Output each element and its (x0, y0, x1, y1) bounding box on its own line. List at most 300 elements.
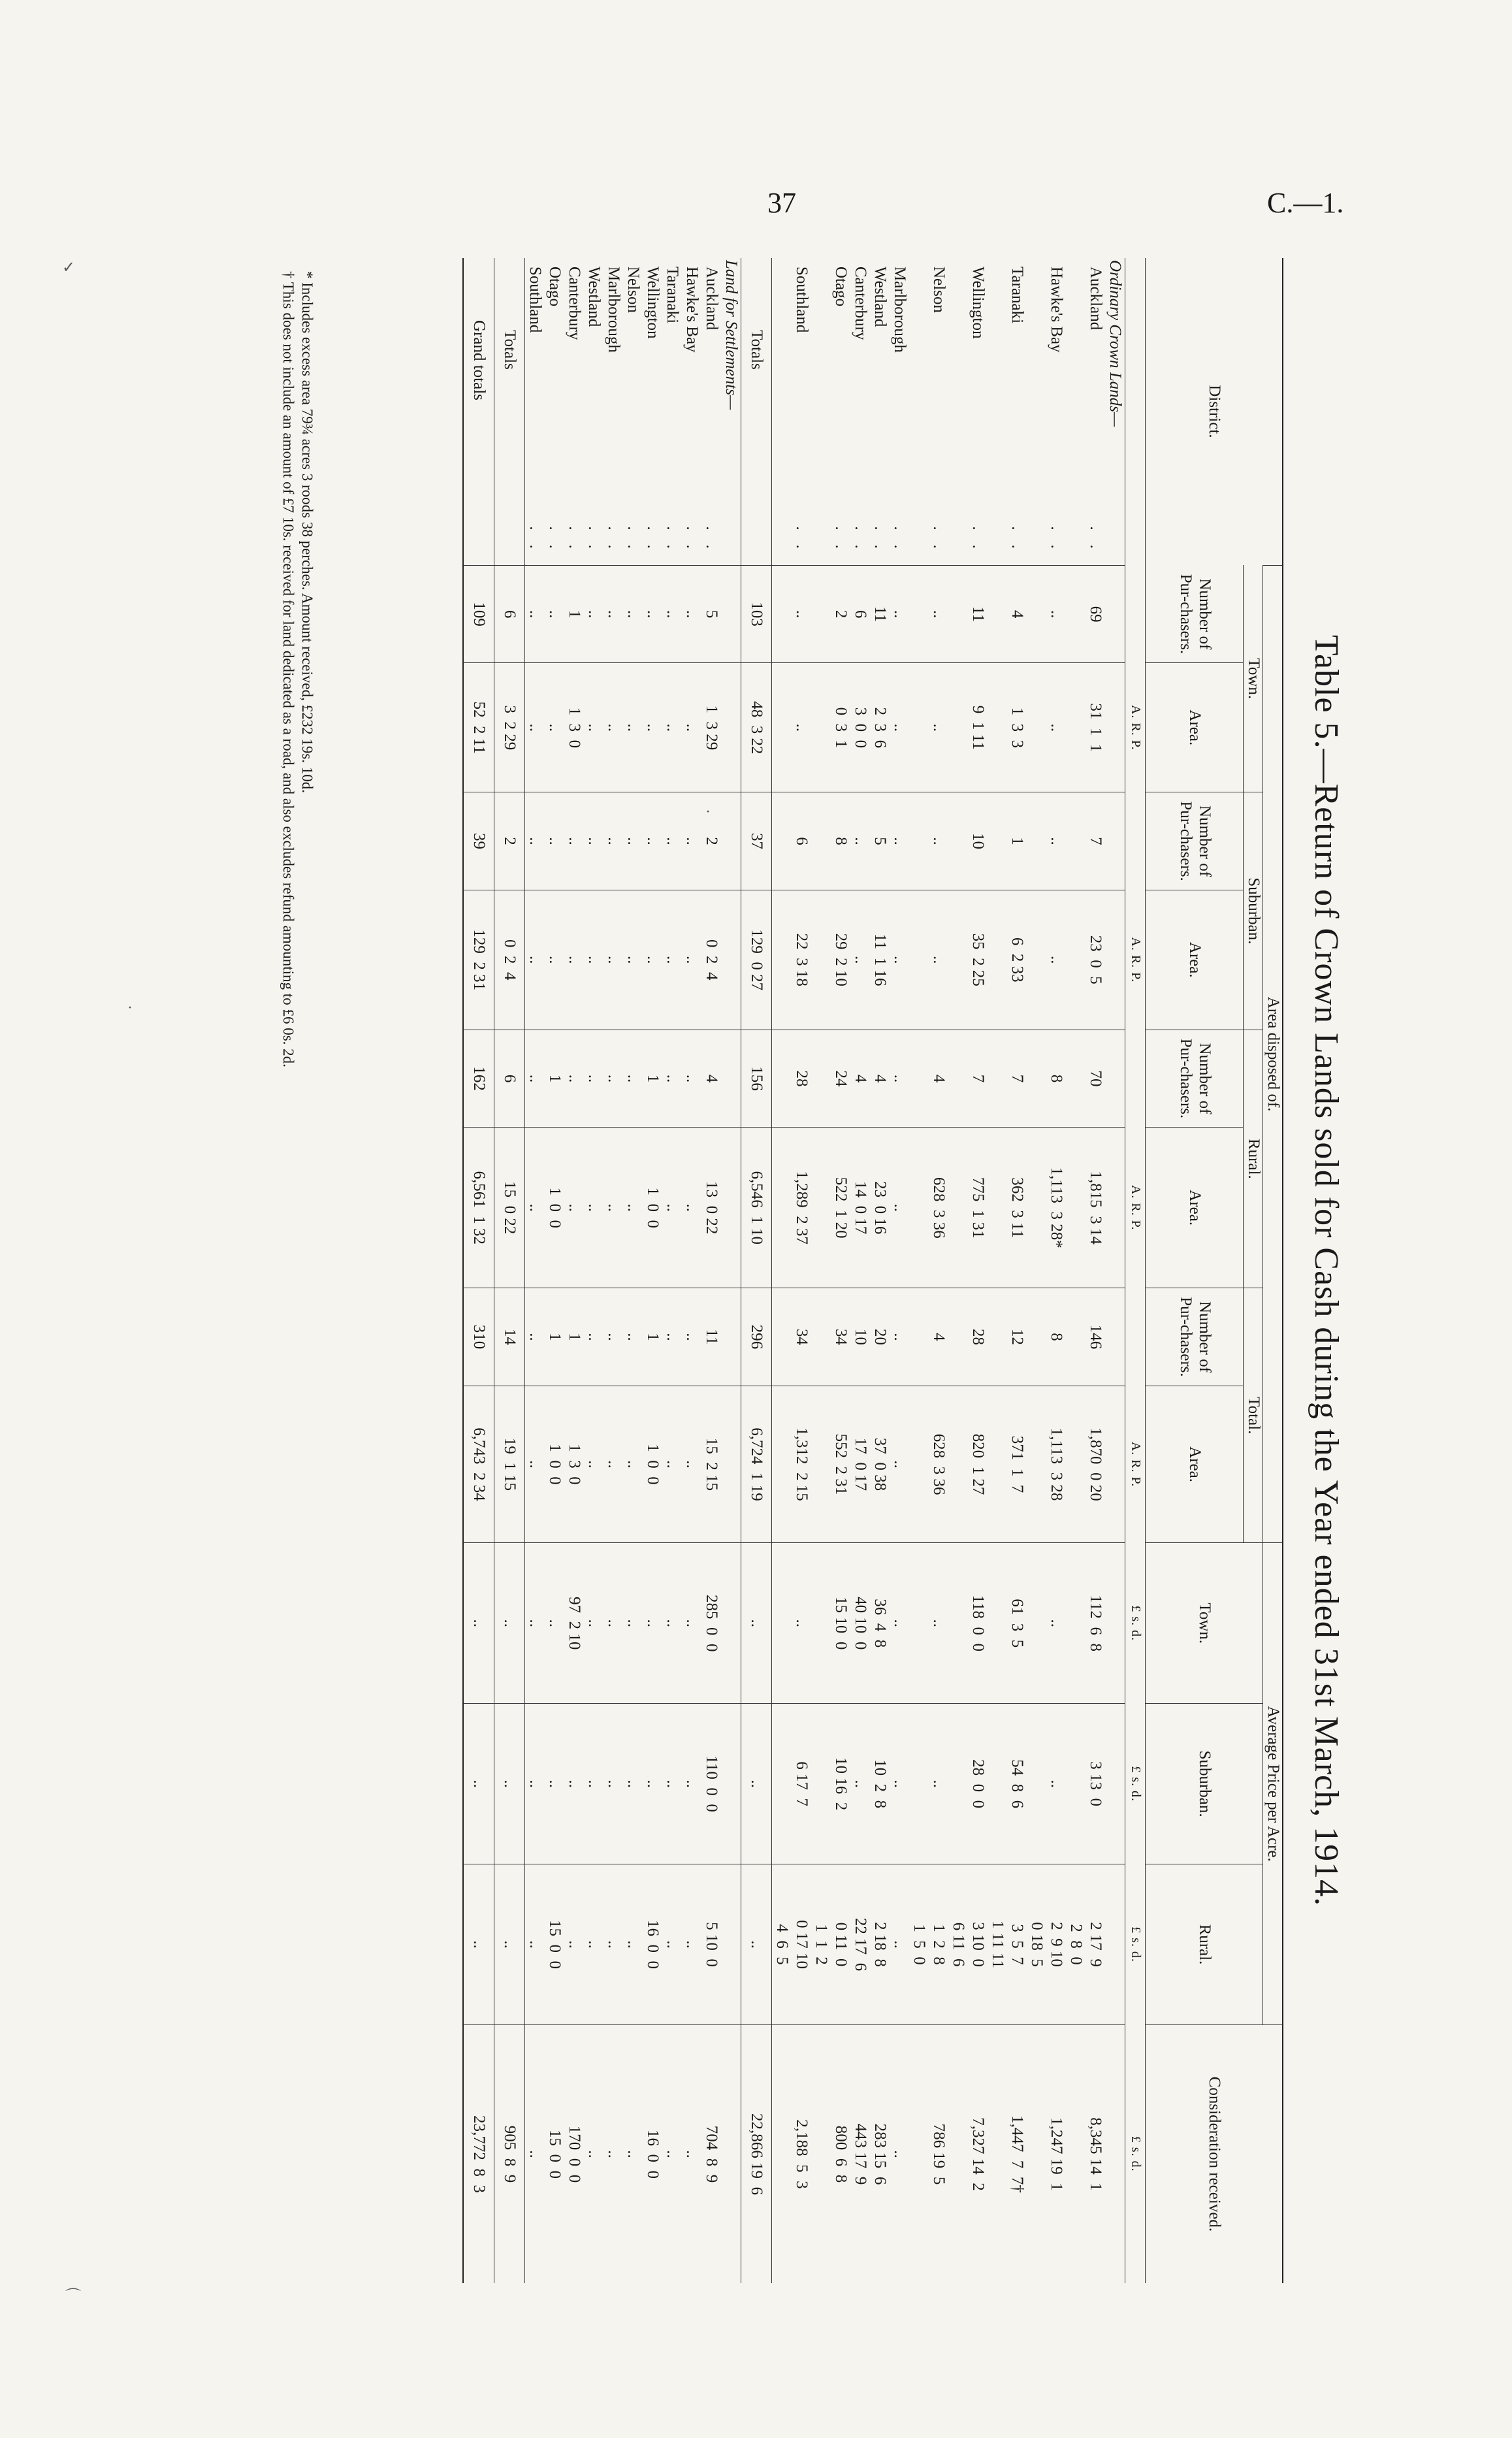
price-town-cell: .. (624, 1543, 643, 1704)
total-area-cell: 371 1 7 (988, 1386, 1027, 1543)
district-cell (871, 258, 890, 565)
town-purchasers-cell: .. (890, 565, 910, 663)
price-suburban-cell: 54 8 6 (988, 1704, 1027, 1864)
consideration-cell: 2,188 5 3 (772, 2024, 812, 2283)
section-label: Land for Settlements— (722, 260, 741, 410)
total-area-cell: 1,870 0 20 (1067, 1386, 1106, 1543)
district-cell (683, 258, 702, 565)
price-suburban-cell: .. (604, 1704, 624, 1864)
total-purchasers-cell: 296 (741, 1288, 772, 1386)
consideration-cell: 283 15 6 (871, 2024, 890, 2283)
table-row (1027, 258, 1067, 2283)
document-code: C.—1. (1267, 187, 1344, 219)
avg-price-header: Average Price per Acre. (1263, 1543, 1283, 2025)
table-row (871, 258, 890, 2283)
rural-purchasers-cell: 7 (988, 1030, 1027, 1128)
rural-area-cell: 14 0 17 (851, 1128, 871, 1288)
total-purchasers-cell: 10 (851, 1288, 871, 1386)
table-row (1067, 258, 1106, 2283)
total-header: Total. (1244, 1288, 1263, 1543)
rural-purchasers-cell: 1 (545, 1030, 565, 1128)
price-town-cell: 97 2 10 (565, 1543, 585, 1704)
town-purchasers-cell: 2 (812, 565, 851, 663)
scan-speck: ✓ (62, 259, 76, 276)
total-purchasers-cell: 34 (812, 1288, 851, 1386)
town-purchasers-cell: 11 (871, 565, 890, 663)
consideration-cell: 22,866 19 6 (741, 2024, 772, 2283)
price-town-cell: .. (910, 1543, 949, 1704)
suburban-area-cell: .. (565, 890, 585, 1030)
rural-purchasers-cell: 156 (741, 1030, 772, 1128)
price-town-cell: .. (663, 1543, 683, 1704)
suburban-area-cell: 22 3 18 (772, 890, 812, 1030)
rural-purchasers-cell: .. (683, 1030, 702, 1128)
price-suburban-cell: 3 13 0 (1067, 1704, 1106, 1864)
town-purchasers-cell: .. (585, 565, 604, 663)
suburban-area-cell: .. (910, 890, 949, 1030)
district-name: Marlborough (891, 267, 909, 353)
suburban-purchasers-cell: .. (851, 792, 871, 890)
price-rural-cell: .. (683, 1864, 702, 2025)
total-purchasers-cell: .. (683, 1288, 702, 1386)
price-rural-cell: .. (741, 1864, 772, 2025)
rural-area-cell: 775 1 31 (949, 1128, 988, 1288)
total-area-cell: 552 2 31 (812, 1386, 851, 1543)
suburban-purchasers-cell: .. (585, 792, 604, 890)
rotated-table-container (248, 258, 1345, 2283)
rural-purchasers-cell: .. (604, 1030, 624, 1128)
suburban-purchasers-cell: 6 (772, 792, 812, 890)
total-area-cell: 6,743 2 34 (464, 1386, 495, 1543)
total-purchasers-cell: 12 (988, 1288, 1027, 1386)
consideration-cell: .. (663, 2024, 683, 2283)
town-purchasers-cell: 103 (741, 565, 772, 663)
town-area-cell: .. (545, 663, 565, 792)
price-town-cell: .. (585, 1543, 604, 1704)
price-suburban-cell: 110 0 0 (702, 1704, 722, 1864)
town-purchasers-cell: .. (683, 565, 702, 663)
price-rural-cell: .. (604, 1864, 624, 2025)
rural-area-cell: .. (663, 1128, 683, 1288)
town-area-header: Area. (1146, 663, 1244, 792)
town-area-cell: 1 3 3 (988, 663, 1027, 792)
leader-dots: .. (832, 526, 850, 563)
section-label: Ordinary Crown Lands— (1106, 260, 1125, 427)
district-name: Auckland (703, 267, 721, 331)
consideration-cell: .. (890, 2024, 910, 2283)
district-name: Taranaki (664, 267, 682, 324)
leader-dots: .. (1087, 526, 1105, 563)
table-row (812, 258, 851, 2283)
total-area-cell: .. (663, 1386, 683, 1543)
town-header: Town. (1244, 565, 1263, 792)
suburban-purchasers-cell: .. (890, 792, 910, 890)
scan-speck: ⌒ (65, 2288, 81, 2305)
price-suburban-cell: .. (643, 1704, 663, 1864)
crown-lands-table (463, 258, 1284, 2283)
district-name: Westland (585, 267, 603, 327)
total-area-cell: 1 0 0 (643, 1386, 663, 1543)
leader-dots: .. (871, 526, 890, 563)
price-suburban-cell: .. (464, 1704, 495, 1864)
table-row (702, 258, 722, 2283)
total-area-cell: 15 2 15 (702, 1386, 722, 1543)
total-area-cell: 1 3 0 (565, 1386, 585, 1543)
total-area-cell: 17 0 17 (851, 1386, 871, 1543)
town-area-cell: 1 3 0 (565, 663, 585, 792)
rural-area-cell: 1,113 3 28* (1027, 1128, 1067, 1288)
total-area-cell: .. (585, 1386, 604, 1543)
totals-label: Totals (741, 258, 772, 565)
price-suburban-cell: 10 16 2 (812, 1704, 851, 1864)
price-suburban-cell: .. (545, 1704, 565, 1864)
price-rural-cell: 2 9 10 0 18 5 (1027, 1864, 1067, 2025)
consideration-cell: 1,447 7 7† (988, 2024, 1027, 2283)
consideration-cell: 800 6 8 (812, 2024, 851, 2283)
rural-purchasers-cell: 4 (910, 1030, 949, 1128)
district-cell (663, 258, 683, 565)
district-cell (890, 258, 910, 565)
suburban-purchasers-cell: .. (624, 792, 643, 890)
suburban-purchasers-cell: .. (525, 792, 545, 890)
consideration-cell: 786 19 5 (910, 2024, 949, 2283)
price-town-cell: .. (525, 1543, 545, 1704)
rural-purchasers-cell: 7 (949, 1030, 988, 1128)
suburban-area-cell: .. (890, 890, 910, 1030)
town-purchasers-cell: 4 (988, 565, 1027, 663)
price-town-cell: 36 4 8 (871, 1543, 890, 1704)
price-town-cell: .. (890, 1543, 910, 1704)
total-purchasers-cell: 20 (871, 1288, 890, 1386)
table-row (910, 258, 949, 2283)
rural-area-header: Area. (1146, 1128, 1244, 1288)
town-area-cell: 48 3 22 (741, 663, 772, 792)
district-name: Canterbury (566, 267, 584, 340)
district-name: Marlborough (605, 267, 623, 353)
price-town-cell: .. (494, 1543, 525, 1704)
table-row (683, 258, 702, 2283)
price-rural-cell: 2 18 8 (871, 1864, 890, 2025)
table-row (565, 258, 585, 2283)
consideration-cell: 905 8 9 (494, 2024, 525, 2283)
total-area-cell: .. (604, 1386, 624, 1543)
total-purchasers-cell: 28 (949, 1288, 988, 1386)
town-area-cell: .. (525, 663, 545, 792)
town-purchasers-cell: .. (663, 565, 683, 663)
price-rural-cell: 15 0 0 (545, 1864, 565, 2025)
price-suburban-header: Suburban. (1146, 1704, 1263, 1864)
consideration-header: Consideration received. (1146, 2024, 1283, 2283)
price-town-cell: .. (643, 1543, 663, 1704)
leader-dots: .. (526, 526, 545, 563)
town-area-cell: .. (772, 663, 812, 792)
town-area-cell: .. (663, 663, 683, 792)
suburban-purchasers-cell: 7 (1067, 792, 1106, 890)
town-purchasers-cell: 109 (464, 565, 495, 663)
town-purchasers-cell: 6 (494, 565, 525, 663)
rural-purchasers-cell: 1 (643, 1030, 663, 1128)
price-rural-cell: .. (565, 1864, 585, 2025)
price-town-cell: .. (741, 1543, 772, 1704)
district-name: Hawke's Bay (683, 267, 701, 353)
total-area-header: Area. (1146, 1386, 1244, 1543)
rural-purchasers-cell: .. (585, 1030, 604, 1128)
suburban-purchasers-cell: 2 (494, 792, 525, 890)
district-name: Nelson (624, 267, 643, 313)
price-rural-cell: .. (525, 1864, 545, 2025)
footnote: * Includes excess area 79¾ acres 3 roods 38 perches. Amount received, £232 19s. 10d. (299, 271, 315, 794)
scan-speck: · (705, 804, 711, 821)
suburban-area-cell: 23 0 5 (1067, 890, 1106, 1030)
consideration-cell: .. (525, 2024, 545, 2283)
town-area-cell: .. (910, 663, 949, 792)
town-purchasers-cell: 5 (702, 565, 722, 663)
total-purchasers-cell: .. (585, 1288, 604, 1386)
suburban-purchasers-cell: .. (683, 792, 702, 890)
suburban-area-cell: 29 2 10 (812, 890, 851, 1030)
total-purchasers-cell: 1 (565, 1288, 585, 1386)
total-area-cell: .. (890, 1386, 910, 1543)
table-row (525, 258, 545, 2283)
units-row (1125, 258, 1146, 2283)
table-row (890, 258, 910, 2283)
rural-area-cell: 23 0 16 (871, 1128, 890, 1288)
rural-area-cell: .. (585, 1128, 604, 1288)
suburban-purchasers-cell: 10 (949, 792, 988, 890)
units-area: A. R. P. (1125, 890, 1146, 1030)
district-cell (643, 258, 663, 565)
rural-purchasers-cell: 162 (464, 1030, 495, 1128)
suburban-area-cell: .. (545, 890, 565, 1030)
price-suburban-cell: .. (585, 1704, 604, 1864)
rural-area-cell: .. (565, 1128, 585, 1288)
totals-row (741, 258, 772, 2283)
consideration-cell: 443 17 9 (851, 2024, 871, 2283)
price-town-cell: .. (683, 1543, 702, 1704)
town-purchasers-header: Number of Pur-chasers. (1146, 565, 1244, 663)
suburban-purchasers-cell: 37 (741, 792, 772, 890)
leader-dots: .. (852, 526, 870, 563)
rural-purchasers-cell: .. (663, 1030, 683, 1128)
suburban-area-cell: 0 2 4 (494, 890, 525, 1030)
total-area-cell: 19 1 15 (494, 1386, 525, 1543)
rural-area-cell: .. (624, 1128, 643, 1288)
units-area: A. R. P. (1125, 663, 1146, 792)
area-disposed-header: Area disposed of. (1263, 565, 1283, 1543)
rural-purchasers-cell: .. (624, 1030, 643, 1128)
district-cell (565, 258, 585, 565)
consideration-cell: 16 0 0 (643, 2024, 663, 2283)
price-rural-cell: .. (585, 1864, 604, 2025)
total-area-cell: .. (683, 1386, 702, 1543)
suburban-area-cell: 11 1 16 (871, 890, 890, 1030)
town-purchasers-cell: .. (772, 565, 812, 663)
totals-label: Totals (494, 258, 525, 565)
suburban-purchasers-cell: .. (1027, 792, 1067, 890)
town-area-cell: .. (604, 663, 624, 792)
leader-dots: .. (969, 526, 988, 563)
section-row (1106, 258, 1126, 2283)
town-purchasers-cell: 1 (565, 565, 585, 663)
suburban-area-cell: .. (604, 890, 624, 1030)
suburban-purchasers-cell: .. (643, 792, 663, 890)
rural-area-cell: .. (525, 1128, 545, 1288)
suburban-purchasers-cell: 39 (464, 792, 495, 890)
price-rural-cell: 22 17 6 (851, 1864, 871, 2025)
suburban-area-cell: 129 2 31 (464, 890, 495, 1030)
suburban-purchasers-cell: 2 (702, 792, 722, 890)
rural-area-cell: 6,561 1 32 (464, 1128, 495, 1288)
suburban-header: Suburban. (1244, 792, 1263, 1030)
total-area-cell: 1,113 3 28 (1027, 1386, 1067, 1543)
price-town-cell: .. (772, 1543, 812, 1704)
leader-dots: .. (605, 526, 623, 563)
price-town-cell: 61 3 5 (988, 1543, 1027, 1704)
district-cell (988, 258, 1027, 565)
suburban-purchasers-cell: .. (604, 792, 624, 890)
district-cell (910, 258, 949, 565)
rural-area-cell: 1 0 0 (545, 1128, 565, 1288)
town-area-cell: 31 1 1 (1067, 663, 1106, 792)
price-suburban-cell: .. (525, 1704, 545, 1864)
district-name: Hawke's Bay (1048, 267, 1066, 353)
table-row (772, 258, 812, 2283)
total-purchasers-cell: .. (604, 1288, 624, 1386)
consideration-cell: 23,772 8 3 (464, 2024, 495, 2283)
suburban-area-cell: 0 2 4 (702, 890, 722, 1030)
total-purchasers-cell: 1 (545, 1288, 565, 1386)
price-rural-cell: 0 11 0 1 1 2 (812, 1864, 851, 2025)
rural-area-cell: 1,815 3 14 (1067, 1128, 1106, 1288)
consideration-cell: 170 0 0 (565, 2024, 585, 2283)
town-purchasers-cell: .. (910, 565, 949, 663)
rural-purchasers-cell: 8 (1027, 1030, 1067, 1128)
units-money: £ s. d. (1125, 2024, 1146, 2283)
price-rural-cell: 3 5 7 1 11 11 (988, 1864, 1027, 2025)
suburban-purchasers-header: Number of Pur-chasers. (1146, 792, 1244, 890)
town-area-cell: .. (624, 663, 643, 792)
price-suburban-cell: .. (1027, 1704, 1067, 1864)
suburban-area-cell: .. (585, 890, 604, 1030)
suburban-area-cell: .. (525, 890, 545, 1030)
price-town-cell: 15 10 0 (812, 1543, 851, 1704)
price-suburban-cell: .. (741, 1704, 772, 1864)
leader-dots: .. (566, 526, 584, 563)
table-row (643, 258, 663, 2283)
table-row (851, 258, 871, 2283)
suburban-area-cell: .. (1027, 890, 1067, 1030)
consideration-cell: 704 8 9 (702, 2024, 722, 2283)
town-area-cell: .. (683, 663, 702, 792)
price-rural-cell: 2 17 9 2 8 0 (1067, 1864, 1106, 2025)
town-purchasers-cell: .. (1027, 565, 1067, 663)
district-cell (812, 258, 851, 565)
district-name: Otago (832, 267, 850, 307)
rural-area-cell: 522 1 20 (812, 1128, 851, 1288)
total-purchasers-cell: .. (663, 1288, 683, 1386)
units-money: £ s. d. (1125, 1704, 1146, 1864)
district-name: Auckland (1087, 267, 1105, 331)
town-purchasers-cell: .. (624, 565, 643, 663)
suburban-purchasers-cell: 5 (871, 792, 890, 890)
town-area-cell: 1 3 29 (702, 663, 722, 792)
rural-area-cell: 1,289 2 37 (772, 1128, 812, 1288)
suburban-purchasers-cell: .. (565, 792, 585, 890)
district-name: Westland (871, 267, 890, 327)
total-purchasers-cell: .. (525, 1288, 545, 1386)
price-rural-cell: .. (663, 1864, 683, 2025)
consideration-cell: .. (624, 2024, 643, 2283)
total-area-cell: .. (624, 1386, 643, 1543)
rural-purchasers-cell: 70 (1067, 1030, 1106, 1128)
price-suburban-cell: 10 2 8 (871, 1704, 890, 1864)
rural-purchasers-cell: 4 (851, 1030, 871, 1128)
price-rural-cell: .. (890, 1864, 910, 2025)
rural-purchasers-cell: .. (565, 1030, 585, 1128)
price-town-cell: .. (604, 1543, 624, 1704)
total-area-cell: 1 0 0 (545, 1386, 565, 1543)
total-purchasers-cell: 8 (1027, 1288, 1067, 1386)
district-cell (949, 258, 988, 565)
district-name: Nelson (930, 267, 948, 313)
leader-dots: .. (1048, 526, 1066, 563)
rural-purchasers-cell: 4 (702, 1030, 722, 1128)
total-purchasers-cell: 4 (910, 1288, 949, 1386)
footnotes (279, 271, 317, 1067)
total-purchasers-cell: 310 (464, 1288, 495, 1386)
table-row (545, 258, 565, 2283)
rural-purchasers-cell: .. (525, 1030, 545, 1128)
district-cell (1067, 258, 1106, 565)
price-rural-cell: 0 17 10 4 6 5 (772, 1864, 812, 2025)
price-suburban-cell: 28 0 0 (949, 1704, 988, 1864)
price-town-cell: .. (1027, 1543, 1067, 1704)
leader-dots: .. (683, 526, 701, 563)
table-body (464, 258, 1126, 2283)
price-rural-cell: 1 2 8 1 5 0 (910, 1864, 949, 2025)
consideration-cell: 1,247 19 1 (1027, 2024, 1067, 2283)
district-cell (851, 258, 871, 565)
consideration-cell: 7,327 14 2 (949, 2024, 988, 2283)
rural-purchasers-cell: 24 (812, 1030, 851, 1128)
total-purchasers-header: Number of Pur-chasers. (1146, 1288, 1244, 1386)
price-suburban-cell: .. (565, 1704, 585, 1864)
price-town-cell: .. (464, 1543, 495, 1704)
leader-dots: .. (664, 526, 682, 563)
leader-dots: .. (585, 526, 603, 563)
town-purchasers-cell: 69 (1067, 565, 1106, 663)
table-row (585, 258, 604, 2283)
units-area: A. R. P. (1125, 1128, 1146, 1288)
leader-dots: .. (1008, 526, 1027, 563)
price-town-cell: 118 0 0 (949, 1543, 988, 1704)
district-header: District. (1146, 258, 1283, 565)
district-cell (604, 258, 624, 565)
table-row (624, 258, 643, 2283)
price-rural-cell: 3 10 0 6 11 6 (949, 1864, 988, 2025)
total-purchasers-cell: 1 (643, 1288, 663, 1386)
town-area-cell: 0 3 1 (812, 663, 851, 792)
price-rural-cell: .. (464, 1864, 495, 2025)
total-area-cell: 1,312 2 15 (772, 1386, 812, 1543)
suburban-area-cell: 35 2 25 (949, 890, 988, 1030)
rural-purchasers-cell: .. (890, 1030, 910, 1128)
district-name: Otago (546, 267, 564, 307)
table-title: Table 5.—Return of Crown Lands sold for Cash during the Year ended 31st March, 1914. (1308, 634, 1345, 1907)
units-money: £ s. d. (1125, 1543, 1146, 1704)
town-area-cell: .. (1027, 663, 1067, 792)
district-cell (624, 258, 643, 565)
